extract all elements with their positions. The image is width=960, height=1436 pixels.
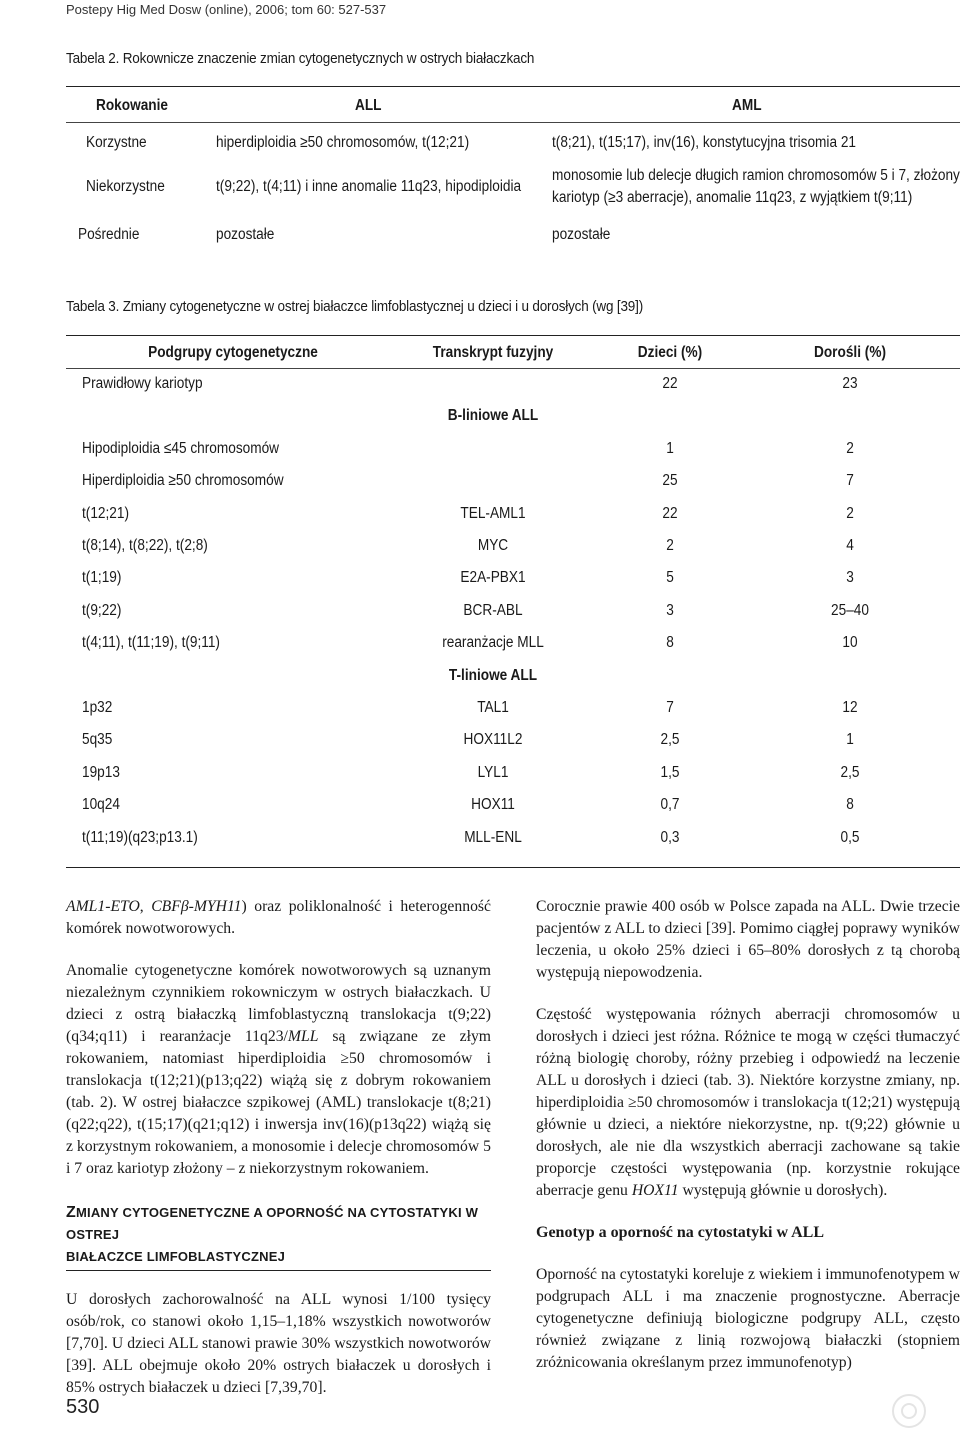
table3-cell-adults: 12	[842, 699, 858, 716]
table3-top-rule	[66, 335, 960, 336]
table3-cell-children: 0,7	[660, 796, 680, 814]
table3-cell-group: t(8;14), t(8;22), t(2;8)	[82, 537, 208, 554]
table3-cell-transcript: MLL-ENL	[464, 828, 522, 846]
right-paragraph-2	[536, 1004, 960, 1202]
table3-cell-children: 2	[666, 537, 674, 554]
left-p2-text-b: są związane ze złym rokowaniem, natomiast hiperdiploidia ≥50 chromosomów i translokacja t(12;21)(p13;q22) wiążą się z dobrym rokowaniem (tab. 2). W ostrej białaczce szpikowej (AML) translokacje t(8;21)(q22;q22), t(15;17)(q21;q12) i inwersja inv(16)(p13q22) wiążą się z korzystnym rokowaniem, a monosomie i delecje chromosomów 5 i 7 oraz kariotyp złożony – z niekorzystnym rokowaniem.	[66, 1028, 491, 1177]
table2-row-intermediate-aml: pozostałe	[552, 226, 611, 243]
subsection-heading: Genotyp a oporność na cytostatyki w ALL	[536, 1224, 825, 1241]
table3-caption: Tabela 3. Zmiany cytogenetyczne w ostrej białaczce limfoblastycznej u dzieci i u dorosłych (wg [39])	[66, 298, 644, 315]
table2-row-unfavorable-aml-line2: kariotyp (≥3 aberracje), anomalie 11q23, z wyjątkiem t(9;11)	[552, 189, 913, 206]
table3-cell-children: 2,5	[660, 731, 680, 749]
table2-header-aml: AML	[732, 97, 762, 114]
table3-cell-children: 1	[666, 439, 674, 457]
table3-cell-transcript: HOX11L2	[463, 731, 523, 749]
right-paragraph-1: Corocznie prawie 400 osób w Polsce zapada na ALL. Dwie trzecie pacjentów z ALL to dzieci [39]. Pomimo ciągłej poprawy wyników leczenia, u około 25% dzieci i 65–80% dorosłych z tą chorobą występują niepowodzenia.	[536, 898, 960, 981]
left-paragraph-1	[66, 896, 491, 940]
left-paragraph-3: U dorosłych zachorowalność na ALL wynosi 1/100 tysięcy osób/rok, co stanowi około 1,15–1,18% wszystkich nowotworów [7,70]. U dzieci ALL stanowi prawie 30% wszystkich nowotworów [39]. ALL obejmuje około 20% ostrych białaczek u dorosłych i 85% ostrych białaczek u dzieci [7,39,70].	[66, 1291, 491, 1396]
table3-header-adults: Dorośli (%)	[814, 344, 886, 361]
table3-cell-children: 22	[662, 504, 678, 522]
table3-cell-transcript: rearanżacje MLL	[442, 634, 544, 652]
table3-cell-group: 5q35	[82, 731, 113, 749]
table2-header-rule	[66, 122, 960, 123]
table3-cell-adults: 0,5	[840, 828, 860, 846]
table3-section-label: T-liniowe ALL	[448, 666, 538, 684]
table2-row-favorable-label: Korzystne	[86, 134, 147, 151]
gene-cbfb-myh11: CBFβ-MYH11	[151, 898, 242, 915]
table2-row-unfavorable-label: Niekorzystne	[86, 178, 165, 195]
table2-row-unfavorable-aml-line1: monosomie lub delecje długich ramion chromosomów 5 i 7, złożony	[552, 167, 960, 184]
table3-cell-group: Hiperdiploidia ≥50 chromosomów	[82, 472, 284, 490]
section-heading	[66, 1202, 491, 1271]
table3-cell-children: 8	[666, 634, 674, 652]
table3-cell-group: 1p32	[82, 699, 113, 716]
left-p1-text: ) oraz poliklonalność i heterogenność komórek nowotworowych.	[66, 898, 491, 937]
table3-cell-adults: 23	[842, 375, 858, 392]
table3-cell-group: t(12;21)	[82, 504, 130, 522]
table2-row-intermediate-label: Pośrednie	[78, 226, 140, 243]
gene-mll: MLL	[287, 1028, 319, 1045]
table3-cell-group: 10q24	[82, 796, 120, 814]
left-p1-separator: ,	[139, 898, 152, 915]
gene-aml1-eto: AML1-ETO	[66, 898, 140, 915]
right-p2-text-b: występują głównie u dorosłych).	[678, 1182, 888, 1199]
table3-header-groups: Podgrupy cytogenetyczne	[148, 344, 318, 361]
gene-hox11: HOX11	[631, 1182, 679, 1199]
table2-top-rule	[66, 86, 960, 87]
section-heading-line1: ZMIANY CYTOGENETYCZNE A OPORNOŚĆ NA CYTOSTATYKI W OSTREJ	[66, 1204, 479, 1242]
table3-cell-adults: 1	[846, 731, 854, 749]
table3-cell-adults: 2	[846, 439, 854, 457]
table3-cell-adults: 2	[846, 504, 854, 522]
page-number: 530	[66, 1396, 100, 1418]
table3-cell-children: 1,5	[660, 763, 680, 781]
table2-header-all: ALL	[355, 97, 382, 114]
table2-header-prognosis: Rokowanie	[96, 97, 169, 114]
table3-cell-group: Prawidłowy kariotyp	[82, 375, 203, 392]
table3-bottom-rule	[66, 867, 960, 868]
table2-row-favorable-all: hiperdiploidia ≥50 chromosomów, t(12;21)	[216, 134, 470, 151]
table3-cell-transcript: TEL-AML1	[460, 504, 526, 522]
table3-cell-children: 3	[666, 601, 674, 619]
table3-header-transcript: Transkrypt fuzyjny	[432, 344, 554, 361]
table3-cell-adults: 25–40	[831, 601, 869, 619]
table3-header-rule	[66, 368, 960, 369]
table3-cell-children: 22	[662, 375, 678, 392]
table3-cell-group: Hipodiploidia ≤45 chromosomów	[82, 439, 280, 457]
table3-cell-children: 25	[662, 472, 678, 490]
left-text-column	[66, 896, 491, 1399]
table3-header-children: Dzieci (%)	[637, 344, 703, 361]
table3-cell-transcript: MYC	[477, 537, 509, 554]
table3-cell-transcript: LYL1	[477, 763, 509, 781]
table3-cell-group: t(4;11), t(11;19), t(9;11)	[82, 634, 220, 652]
table2-row-unfavorable-all: t(9;22), t(4;11) i inne anomalie 11q23, hipodiploidia	[216, 178, 522, 195]
running-head: Postepy Hig Med Dosw (online), 2006; tom 60: 527-537	[66, 2, 387, 17]
table3-cell-group: t(1;19)	[82, 569, 122, 587]
right-text-column	[536, 896, 960, 1374]
table3-cell-adults: 2,5	[840, 763, 860, 781]
table3-cell-transcript: HOX11	[471, 796, 515, 814]
table3-cell-transcript: BCR-ABL	[463, 601, 523, 619]
table3-cell-adults: 10	[842, 634, 858, 652]
table2-row-intermediate-all: pozostałe	[216, 226, 275, 243]
publisher-logo-icon	[892, 1394, 926, 1428]
table2-caption: Tabela 2. Rokownicze znaczenie zmian cytogenetycznych w ostrych białaczkach	[66, 50, 535, 67]
table3-cell-adults: 7	[846, 472, 854, 490]
left-paragraph-2	[66, 960, 491, 1180]
section-heading-line2: BIAŁACZCE LIMFOBLASTYCZNEJ	[66, 1249, 286, 1264]
table3-cell-children: 0,3	[660, 828, 680, 846]
table3-cell-children: 7	[666, 699, 674, 716]
table3-cell-adults: 3	[846, 569, 854, 587]
table3-cell-group: t(11;19)(q23;p13.1)	[82, 828, 198, 846]
table3-cell-transcript: TAL1	[477, 699, 509, 716]
table3-cell-children: 5	[666, 569, 674, 587]
right-paragraph-3: Oporność na cytostatyki koreluje z wiekiem i immunofenotypem w podgrupach ALL i ma znaczenie prognostyczne. Aberracje cytogenetyczne definiują biologiczne podgrupy ALL, często również związane z linią rozwojową białaczki (stopniem zróżnicowania określanym przez immunofenotyp)	[536, 1266, 960, 1371]
table3-cell-adults: 8	[846, 796, 854, 814]
right-p2-text-a: Częstość występowania różnych aberracji chromosomów u dorosłych i dzieci jest różna. Różnice te mogą w części tłumaczyć różną biologię choroby, różny przebieg i odpowiedź na leczenie ALL u dorosłych i dzieci (tab. 3). Niektóre korzystne zmiany, np. hiperdiploidia ≥50 chromosomów i translokacja t(12;21) występują głównie u dzieci, a niektóre niekorzystne, np. t(9;22) głównie u dorosłych, ale nie dla wszystkich aberracji zachowane są takie proporcje częstości występowania (np. korzystnie rokujące aberracje genu	[536, 1006, 960, 1199]
left-p2-text-a: Anomalie cytogenetyczne komórek nowotworowych są uznanym niezależnym czynnikiem rokowniczym w ostrych białaczkach. U dzieci z ostrą białaczką limfoblastyczną translokacja t(9;22)(q34;q11) i rearanżacje 11q23/	[66, 962, 491, 1045]
table3-cell-group: t(9;22)	[82, 601, 122, 619]
table3-cell-transcript: E2A-PBX1	[460, 569, 526, 587]
table3-section-label: B-liniowe ALL	[447, 407, 539, 425]
table3-cell-group: 19p13	[82, 763, 120, 781]
table3-cell-adults: 4	[846, 537, 854, 554]
table2-row-favorable-aml: t(8;21), t(15;17), inv(16), konstytucyjna trisomia 21	[552, 134, 856, 151]
